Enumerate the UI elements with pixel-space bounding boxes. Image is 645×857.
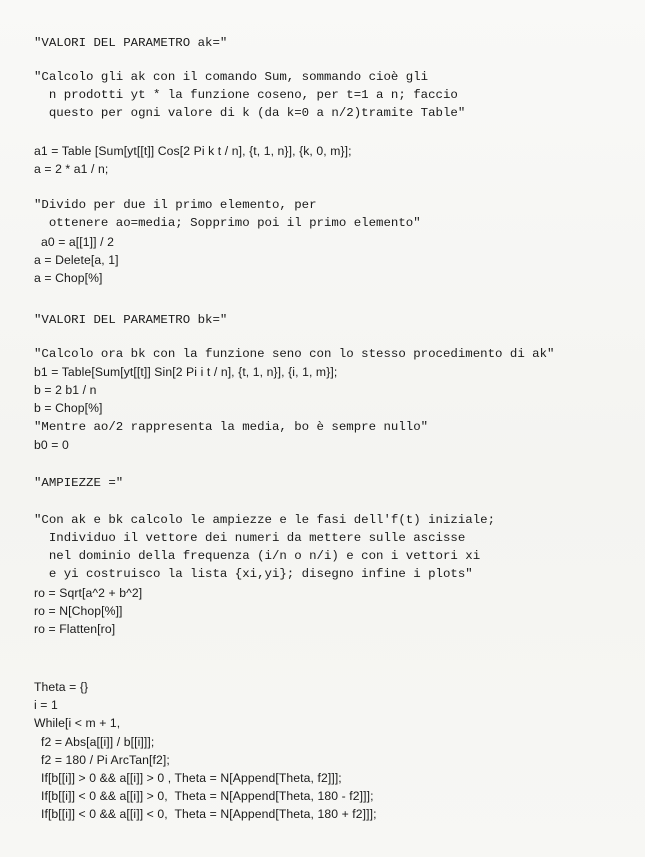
code-line: ro = N[Chop[%]] bbox=[34, 604, 123, 618]
code-line: f2 = Abs[a[[i]] / b[[i]]]; bbox=[34, 735, 155, 749]
comment-line: questo per ogni valore di k (da k=0 a n/2)tramite Table" bbox=[34, 106, 466, 120]
code-line: a = 2 * a1 / n; bbox=[34, 162, 109, 176]
heading-bk: "VALORI DEL PARAMETRO bk=" bbox=[34, 313, 228, 327]
comment-line: n prodotti yt * la funzione coseno, per t=1 a n; faccio bbox=[34, 88, 458, 102]
code-line: ro = Flatten[ro] bbox=[34, 622, 116, 636]
code-line: b = Chop[%] bbox=[34, 401, 103, 415]
comment-line: "Calcolo gli ak con il comando Sum, sommando cioè gli bbox=[34, 70, 429, 84]
code-line: If[b[[i]] > 0 && a[[i]] > 0 , Theta = N[Append[Theta, f2]]]; bbox=[34, 771, 342, 785]
code-line: b = 2 b1 / n bbox=[34, 383, 97, 397]
comment-line: nel dominio della frequenza (i/n o n/i) e con i vettori xi bbox=[34, 549, 481, 563]
heading-ampiezze: "AMPIEZZE =" bbox=[34, 476, 124, 490]
comment-line: "Con ak e bk calcolo le ampiezze e le fasi dell'f(t) iniziale; bbox=[34, 513, 496, 527]
code-line: b0 = 0 bbox=[34, 438, 69, 452]
code-line: a = Chop[%] bbox=[34, 271, 103, 285]
code-line: Theta = {} bbox=[34, 680, 89, 694]
comment-line: "Calcolo ora bk con la funzione seno con lo stesso procedimento di ak" bbox=[34, 347, 555, 361]
comment-line: "Divido per due il primo elemento, per bbox=[34, 198, 317, 212]
code-line: f2 = 180 / Pi ArcTan[f2]; bbox=[34, 753, 170, 767]
code-line: ro = Sqrt[a^2 + b^2] bbox=[34, 586, 143, 600]
code-line: i = 1 bbox=[34, 698, 58, 712]
code-line: a0 = a[[1]] / 2 bbox=[34, 235, 114, 249]
code-line: While[i < m + 1, bbox=[34, 716, 121, 730]
code-line: a = Delete[a, 1] bbox=[34, 253, 119, 267]
heading-ak: "VALORI DEL PARAMETRO ak=" bbox=[34, 36, 228, 50]
comment-line: e yi costruisco la lista {xi,yi}; disegno infine i plots" bbox=[34, 567, 473, 581]
code-line: a1 = Table [Sum[yt[[t]] Cos[2 Pi k t / n], {t, 1, n}], {k, 0, m}]; bbox=[34, 144, 352, 158]
comment-line: Individuo il vettore dei numeri da mettere sulle ascisse bbox=[34, 531, 466, 545]
code-line: b1 = Table[Sum[yt[[t]] Sin[2 Pi i t / n], {t, 1, n}], {i, 1, m}]; bbox=[34, 365, 338, 379]
comment-line: ottenere ao=media; Sopprimo poi il primo elemento" bbox=[34, 216, 421, 230]
code-line: If[b[[i]] < 0 && a[[i]] > 0, Theta = N[Append[Theta, 180 - f2]]]; bbox=[34, 789, 374, 803]
code-line: If[b[[i]] < 0 && a[[i]] < 0, Theta = N[Append[Theta, 180 + f2]]]; bbox=[34, 807, 377, 821]
comment-line: "Mentre ao/2 rappresenta la media, bo è sempre nullo" bbox=[34, 420, 429, 434]
